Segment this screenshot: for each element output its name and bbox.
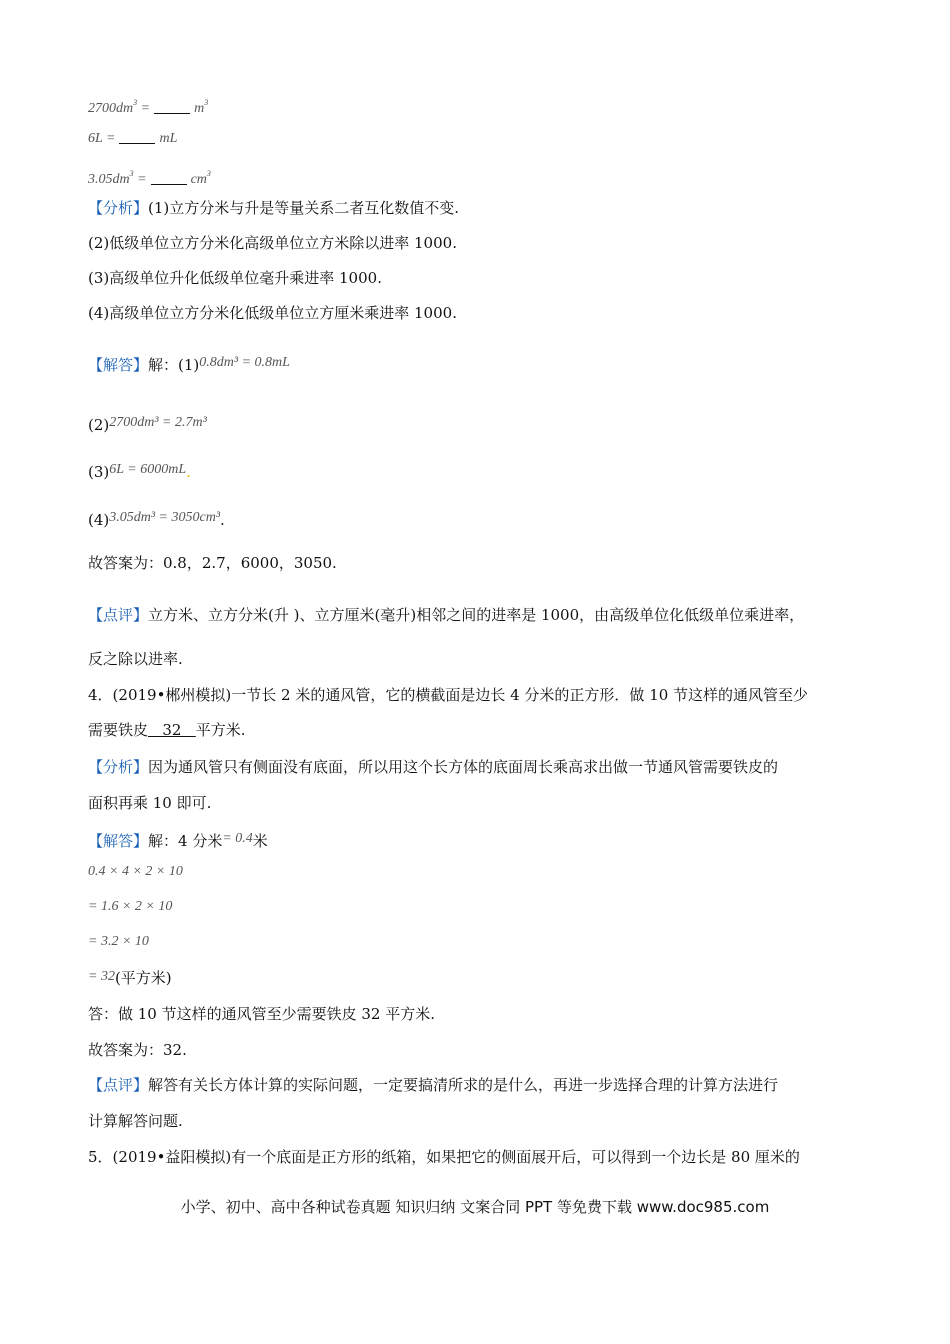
problem4-line2: [88, 719, 246, 741]
q4-unit: cm: [190, 172, 207, 187]
analysis3-line2: (2)低级单位立方分米化高级单位立方米除以进率 1000.: [88, 234, 457, 252]
analysis3-text1: (1)立方分米与升是等量关系二者互化数值不变.: [148, 199, 460, 217]
comment-label: 【点评】: [88, 606, 149, 624]
answer4-final: 故答案为：32.: [88, 1041, 187, 1059]
q3-unit: mL: [159, 131, 178, 146]
answer4-math: = 0.4: [222, 831, 253, 846]
answer3-formula4: 3.05dm³ = 3050cm³: [109, 510, 221, 525]
answer4-pre: 解：4 分米: [148, 832, 223, 850]
analysis4-line2: 面积再乘 10 即可.: [88, 794, 212, 812]
comment4-line1: [88, 1074, 778, 1096]
answer3-p3: (3): [88, 463, 110, 481]
answer4-step1: 0.4 × 4 × 2 × 10: [88, 864, 183, 879]
analysis3-line3: (3)高级单位升化低级单位毫升乘进率 1000.: [88, 269, 382, 287]
q3-blank[interactable]: [119, 131, 155, 144]
answer4-label: 【解答】: [88, 832, 149, 850]
answer3-p4: (4): [88, 511, 110, 529]
comment4-line2: 计算解答问题.: [88, 1112, 183, 1130]
problem4-line1: 4．(2019•郴州模拟)一节长 2 米的通风管，它的横截面是边长 4 分米的正方形．做 10 节这样的通风管至少: [88, 686, 809, 704]
analysis3-line4: (4)高级单位立方分米化低级单位立方厘米乘进率 1000.: [88, 304, 457, 322]
comment4-text1: 解答有关长方体计算的实际问题，一定要搞清所求的是什么，再进一步选择合理的计算方法进行: [148, 1076, 779, 1094]
answer3-line2: [88, 412, 207, 436]
analysis4-line1: [88, 756, 778, 778]
answer3-line1: [88, 352, 290, 376]
comment3-text1: 立方米、立方分米(升 )、立方厘米(毫升)相邻之间的进率是 1000，由高级单位化低级单位乘进率，: [148, 606, 805, 624]
q3-lhs: 6L =: [88, 131, 116, 146]
analysis4-text1: 因为通风管只有侧面没有底面，所以用这个长方体的底面周长乘高求出做一节通风管需要铁皮的: [148, 758, 779, 776]
problem4-pre: 需要铁皮: [88, 721, 149, 739]
answer3-formula2: 2700dm³ = 2.7m³: [109, 415, 207, 430]
problem4-answer-value: 32: [162, 721, 182, 739]
q2-lhs: 2700dm: [88, 101, 134, 116]
analysis-label: 【分析】: [88, 199, 149, 217]
answer4-reply: 答：做 10 节这样的通风管至少需要铁皮 32 平方米.: [88, 1005, 436, 1023]
answer3-line4: (4)3.05dm³ = 3050cm³.: [88, 510, 225, 529]
q2-unit: m: [194, 101, 205, 116]
answer-label: 【解答】: [88, 356, 149, 374]
q3-line: [88, 128, 177, 150]
q4-line: $3.05dm^3 = cm^3$: [88, 169, 211, 187]
comment3-line2: 反之除以进率.: [88, 650, 183, 668]
problem5-line1: 5．(2019•益阳模拟)有一个底面是正方形的纸箱，如果把它的侧面展开后，可以得到一个边长是 80 厘米的: [88, 1148, 800, 1166]
q2-line: $2700dm^3 = m^3$: [88, 98, 209, 116]
page-footer: 小学、初中、高中各种试卷真题 知识归纳 文案合同 PPT 等免费下载 www.doc985.com: [180, 1198, 770, 1216]
q2-blank[interactable]: [154, 101, 190, 114]
answer4-line1: [88, 828, 268, 852]
comment3-line1: [88, 604, 804, 626]
answer3-p2: (2): [88, 416, 110, 434]
answer3-formula1: 0.8dm³ = 0.8mL: [199, 355, 290, 370]
analysis4-label: 【分析】: [88, 758, 149, 776]
problem4-post: 平方米.: [195, 721, 246, 739]
analysis3-line1: [88, 197, 459, 219]
answer4-post: 米: [252, 832, 268, 850]
answer3-prefix: 解：(1): [148, 356, 200, 374]
answer4-step3: = 3.2 × 10: [88, 934, 149, 949]
comment4-label: 【点评】: [88, 1076, 149, 1094]
answer3-line3: (3)6L = 6000mL.: [88, 462, 191, 481]
answer4-step4-unit: (平方米): [114, 969, 172, 987]
answer3-formula3: 6L = 6000mL: [109, 462, 187, 477]
answer4-step4-math: = 32: [88, 969, 115, 984]
answer4-step2: = 1.6 × 2 × 10: [88, 899, 173, 914]
problem4-answer: [148, 721, 196, 739]
q4-lhs: 3.05dm: [88, 172, 130, 187]
q4-blank[interactable]: [151, 172, 187, 185]
answer3-final: 故答案为：0.8，2.7，6000，3050.: [88, 554, 337, 572]
answer4-step4: [88, 966, 172, 989]
